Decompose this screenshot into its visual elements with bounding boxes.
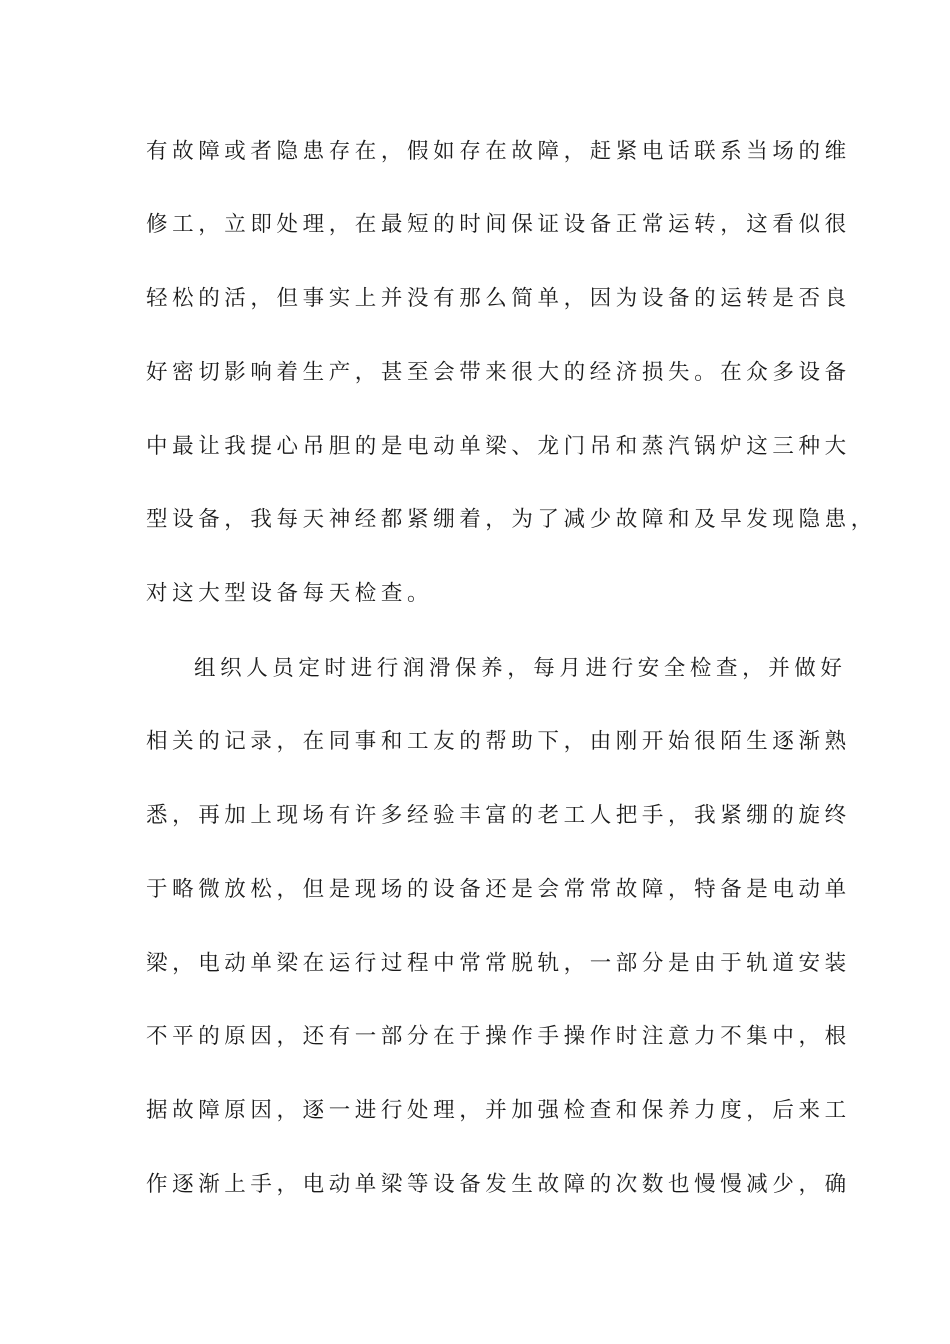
text-line: 相关的记录，在同事和工友的帮助下，由刚开始很陌生逐渐熟 xyxy=(146,729,851,754)
text-line: 有故障或者隐患存在，假如存在故障，赶紧电话联系当场的维 xyxy=(146,139,851,164)
text-line: 据故障原因，逐一进行处理，并加强检查和保养力度，后来工 xyxy=(146,1098,851,1123)
text-line: 修工，立即处理，在最短的时间保证设备正常运转，这看似很 xyxy=(146,212,851,237)
text-line: 轻松的活，但事实上并没有那么简单，因为设备的运转是否良 xyxy=(146,286,851,311)
text-line: 于略微放松，但是现场的设备还是会常常故障，特备是电动单 xyxy=(146,877,851,902)
text-line: 作逐渐上手，电动单梁等设备发生故障的次数也慢慢减少，确 xyxy=(146,1172,851,1197)
text-line: 不平的原因，还有一部分在于操作手操作时注意力不集中，根 xyxy=(146,1024,851,1049)
text-line: 对这大型设备每天检查。 xyxy=(146,581,434,606)
text-line: 型设备，我每天神经都紧绷着，为了减少故障和及早发现隐患， xyxy=(146,507,877,532)
text-line: 中最让我提心吊胆的是电动单梁、龙门吊和蒸汽锅炉这三种大 xyxy=(146,434,851,459)
text-line: 梁，电动单梁在运行过程中常常脱轨，一部分是由于轨道安装 xyxy=(146,951,851,976)
text-line: 好密切影响着生产，甚至会带来很大的经济损失。在众多设备 xyxy=(146,360,851,385)
text-line: 组织人员定时进行润滑保养，每月进行安全检查，并做好 xyxy=(194,656,847,681)
text-line: 悉，再加上现场有许多经验丰富的老工人把手，我紧绷的旋终 xyxy=(146,803,851,828)
